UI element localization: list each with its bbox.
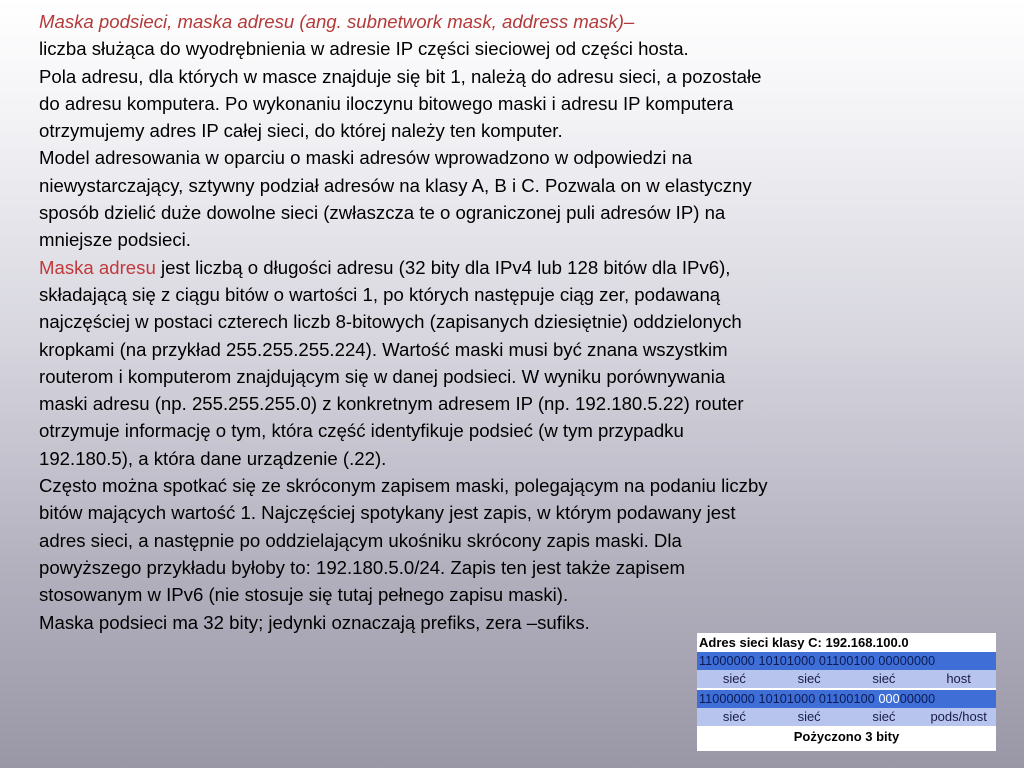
borrowed-bits: 000 <box>878 692 900 706</box>
label-host: host <box>946 671 971 686</box>
text-line: Często można spotkać się ze skróconym zapisem maski, polegającym na podaniu liczby <box>39 475 768 497</box>
diagram-footer: Pożyczono 3 bity <box>697 726 996 748</box>
text-line: stosowanym w IPv6 (nie stosuje się tutaj pełnego zapisu maski). <box>39 584 569 606</box>
subnet-bits-row <box>697 690 996 708</box>
text-line: sposób dzielić duże dowolne sieci (zwłaszcza te o ograniczonej puli adresów IP) na <box>39 202 726 224</box>
label-network: sieć <box>797 709 821 724</box>
label-network: sieć <box>722 671 746 686</box>
text-line: składającą się z ciągu bitów o wartości 1, po których następuje ciąg zer, podawaną <box>39 283 721 305</box>
text-line: mniejsze podsieci. <box>39 229 191 251</box>
address-labels-row <box>697 670 996 688</box>
text-line: powyższego przykładu byłoby to: 192.180.5.0/24. Zapis ten jest także zapisem <box>39 556 685 578</box>
diagram-header: Adres sieci klasy C: 192.168.100.0 <box>697 633 996 652</box>
text-line: otrzymuje informację o tym, która część identyfikuje podsieć (w tym przypadku <box>39 420 684 442</box>
text-line: najczęściej w postaci czterech liczb 8-bitowych (zapisanych dziesiętnie) oddzielonych <box>39 311 742 333</box>
page-title: Maska podsieci, maska adresu (ang. subnetwork mask, address mask)– <box>39 11 635 32</box>
text-line: Pola adresu, dla których w masce znajduje się bit 1, należą do adresu sieci, a pozostałe <box>39 65 762 87</box>
text-line: otrzymujemy adres IP całej sieci, do której należy ten komputer. <box>39 120 563 142</box>
mask-term: Maska adresu <box>39 256 156 278</box>
text-line: adres sieci, a następnie po oddzielającym ukośniku skrócony zapis maski. Dla <box>39 529 682 551</box>
text-line: Maska podsieci ma 32 bity; jedynki oznaczają prefiks, zera –sufiks. <box>39 611 590 633</box>
subnet-bits-suffix: 00000 <box>899 692 936 706</box>
main-text <box>39 8 999 636</box>
subnet-labels-row <box>697 708 996 726</box>
label-network: sieć <box>872 709 896 724</box>
text-line: maski adresu (np. 255.255.255.0) z konkretnym adresem IP (np. 192.180.5.22) router <box>39 393 744 415</box>
text-line: Model adresowania w oparciu o maski adresów wprowadzono w odpowiedzi na <box>39 147 693 169</box>
address-bits-row: 11000000 10101000 01100100 00000000 <box>697 652 996 670</box>
text-line: routerom i komputerom znajdującym się w danej podsieci. W wyniku porównywania <box>39 365 726 387</box>
text-line: liczba służąca do wyodrębnienia w adresie IP części sieciowej od części hosta. <box>39 38 689 60</box>
text-line: do adresu komputera. Po wykonaniu iloczynu bitowego maski i adresu IP komputera <box>39 92 734 114</box>
label-network: sieć <box>872 671 896 686</box>
label-subnet-host: pods/host <box>930 709 987 724</box>
subnet-bits-prefix: 11000000 10101000 01100100 <box>699 692 879 706</box>
text-line-mask <box>39 254 999 281</box>
label-network: sieć <box>722 709 746 724</box>
label-network: sieć <box>797 671 821 686</box>
text-line: bitów mających wartość 1. Najczęściej spotykany jest zapis, w którym podawany jest <box>39 502 736 524</box>
text-line: 192.180.5), a która dane urządzenie (.22). <box>39 447 387 469</box>
mask-definition: jest liczbą o długości adresu (32 bity dla IPv4 lub 128 bitów dla IPv6), <box>155 256 731 278</box>
subnet-diagram <box>697 633 996 751</box>
text-line: kropkami (na przykład 255.255.255.224). Wartość maski musi być znana wszystkim <box>39 338 728 360</box>
text-line: niewystarczający, sztywny podział adresów na klasy A, B i C. Pozwala on w elastyczny <box>39 174 752 196</box>
